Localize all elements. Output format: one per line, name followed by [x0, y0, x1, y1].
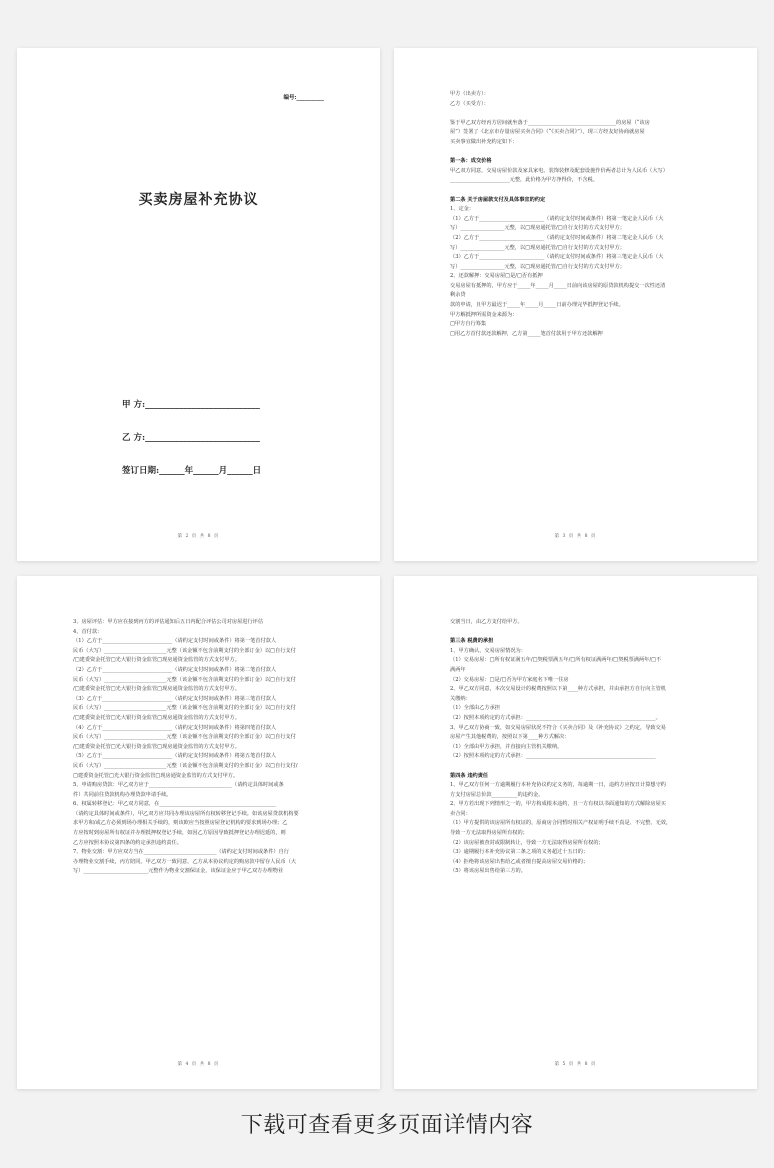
- text-line: （1）全部由甲方承担，并直接向主管机关缴纳。: [450, 743, 563, 750]
- text-line: /□建委资金托管□光大银行资金监管□现房通资金监管的方式支付甲方。: [73, 686, 240, 693]
- text-line: （2）按照本项约定的方式承担：__________________________________________________。: [450, 714, 661, 721]
- text-line: （2）该房屋被查封或限制转让，导致一方无法取得房屋所有权的；: [450, 839, 604, 846]
- text-line: □甲方自行筹集: [450, 321, 487, 328]
- text-line: （2）乙方于___________________________（请约定支付时间或条件）将第二笔首付款人: [73, 666, 277, 673]
- text-line: （1）甲方提供的该房屋所有权证的，原商房合同暂时相关产权证明手续不真是、不完整、无效，: [450, 820, 672, 827]
- text-line: 方支付房屋总价款__________的违约金。: [450, 791, 544, 798]
- text-line: 满两年: [450, 666, 466, 673]
- text-line: 甲方解抵押所需资金来源为：: [450, 311, 518, 318]
- text-line: （3）乙方于_________________________（请约定支付时间或条件）将第三笔定金人民币（大: [450, 254, 664, 261]
- text-line: 写）_________________元整，以□现房通托管/□自行支付的方式支付甲方；: [450, 225, 625, 232]
- text-line: 甲方（出卖方）：: [450, 91, 489, 97]
- party-a-line: 甲 方:___________________________: [122, 400, 260, 410]
- document-page-2: [394, 48, 757, 561]
- text-line: 屋”）签署了《北京市存量房屋买卖合同》（“《买卖合同》”），现三方经友好协商就房屋: [450, 129, 645, 136]
- contract-number-label: 编号:__________: [283, 95, 324, 101]
- text-line: /□建委资金托管□光大银行资金监管□现房通资金监管的方式支付甲方。: [73, 743, 240, 750]
- text-line: （3）逾期履行本补充协议第二条之项的义务超过十五日的；: [450, 849, 589, 856]
- text-line: （2）乙方于_________________________（请约定支付时间或条件）将第二笔定金人民币（大: [450, 234, 664, 241]
- text-line: （请约定具体时间或条件），甲乙双方应共同办理该房屋所有权转移登记手续。如该房屋贷款机构要: [73, 810, 299, 817]
- text-line: 民币（大写）________________________元整（该金额不包含前期支付的全部订金）以□自行支付: [73, 734, 296, 741]
- page-body: [450, 618, 711, 877]
- text-line: 4、首付款：: [73, 628, 103, 635]
- text-line: （5）将该房屋出售给第三方的。: [450, 868, 526, 875]
- text-line: 款的申请，且甲方最迟于_____年_____月_____日前办理完毕抵押登记手续。: [450, 302, 624, 309]
- text-line: （4）拒绝将该房屋出售给乙或者擅自提高房屋交易价格的；: [450, 858, 589, 865]
- text-line: 剩余贷: [450, 292, 466, 299]
- text-line: 甲乙双方同意，交易房屋价款及家具家电、装饰装修及配套设施作价两者总计为人民币（大写）: [450, 167, 668, 174]
- section-heading: 第四条 违约责任: [450, 772, 489, 779]
- paragraph-gap: [450, 109, 711, 119]
- paragraph-gap: [450, 186, 711, 196]
- text-line: /□建委资金托管□光大银行资金监管□现房通资金监管的方式支付甲方。: [73, 714, 240, 721]
- section-heading: 第二条 关于房屋款支付及具体事宜的约定: [450, 196, 546, 203]
- section-heading: 第一条：成交价格: [450, 158, 492, 165]
- text-line: 1、甲方确认，交易房屋情况为：: [450, 647, 526, 654]
- text-line: （1）交易房屋：□所有权证满五年/□契税票满五年/□所有权证满两年/□契税票满两年/□不: [450, 657, 662, 664]
- text-line: 买卖事宜做出补充约定如下：: [450, 138, 518, 145]
- paragraph-gap: [450, 628, 711, 638]
- text-line: 写）_________________元整，以□现房通托管/□自行支付的方式支付甲方；: [450, 244, 625, 251]
- party-b-line: 乙 方:___________________________: [122, 433, 260, 443]
- text-line: 乙方（买受方）：: [450, 100, 489, 107]
- text-line: （1）乙方于_________________________（请约定支付时间或条件）将第一笔定金人民币（大: [450, 215, 664, 222]
- text-line: 件）共同前往贷款机构办理贷款申请手续。: [73, 791, 172, 798]
- paragraph-gap: [450, 148, 711, 158]
- text-line: 写）_________________________元整作为物业交割保证金，该保证金应于甲乙双方办理物业: [73, 868, 284, 875]
- page-footer: 第 5 页 共 8 页: [554, 1062, 597, 1067]
- text-line: （3）乙方于___________________________（请约定支付时间或条件）将第三笔首付款人: [73, 695, 277, 702]
- text-line: 3、甲乙双方协商一致，如交易房屋状况不符合《买卖合同》及《补充协议》之约定，导致交易: [450, 724, 666, 731]
- page-body: [73, 618, 334, 877]
- text-line: 鉴于甲乙双方经丙方居间就坐落于__________________________________的房屋（“该房: [450, 119, 650, 126]
- page-footer: 第 4 页 共 8 页: [177, 1062, 220, 1067]
- text-line: 5、申请购房贷款：甲乙双方应于________________________________（请约定具体时间或条: [73, 782, 284, 789]
- text-line: （4）乙方于___________________________（请约定支付时间或条件）将第四笔首付款人: [73, 724, 277, 731]
- text-line: （1）全部由乙方承担: [450, 705, 500, 712]
- text-line: 民币（大写）________________________元整（该金额不包含前期支付的全部订金）以□自行支付: [73, 647, 296, 654]
- section-heading: 第三条 税费的承担: [450, 638, 494, 645]
- page-footer: 第 3 页 共 8 页: [554, 534, 597, 539]
- sign-date-line: 签订日期:______年______月______日: [122, 466, 262, 476]
- text-line: 写）_________________元整，以□现房通托管/□自行支付的方式支付甲方；: [450, 263, 625, 270]
- text-line: 导致一方无法取得房屋所有权的；: [450, 830, 528, 837]
- text-line: 交割当日，由乙方支付给甲方。: [450, 619, 523, 625]
- text-line: 民币（大写）________________________元整（该金额不包含前期支付的全部订金）以□自行支付: [73, 705, 296, 712]
- text-line: 2、甲方若出现下列情形之一的，甲方构成根本违约，且一方有权以书面通知的方式解除房屋买: [450, 801, 666, 808]
- page-footer: 第 2 页 共 8 页: [177, 534, 220, 539]
- text-line: 关缴纳：: [450, 695, 471, 702]
- text-line: （5）乙方于___________________________（请约定支付时间或条件）将第五笔首付款人: [73, 753, 277, 760]
- text-line: 乙方应按照本协议第四条的约定承担违约责任。: [73, 839, 182, 846]
- text-line: （1）乙方于___________________________（请约定支付时间或条件）将第一笔首付款人: [73, 638, 277, 645]
- text-line: （2）交易房屋：□是/□否为甲方家庭名下唯一住房: [450, 676, 569, 683]
- document-title: 买卖房屋补充协议: [138, 192, 259, 208]
- text-line: 2、还款解押：交易房屋□是/□否有抵押: [450, 273, 543, 280]
- document-page-4: [394, 576, 757, 1089]
- download-caption[interactable]: 下载可查看更多页面详情内容: [240, 1113, 534, 1138]
- text-line: 1、定金：: [450, 206, 475, 213]
- text-line: 3、房屋评估：甲方应在接到丙方的评估通知后五日内配合评估公司对房屋进行评估: [73, 619, 264, 625]
- text-line: 7、物业交割：甲方应双方当在____________________________（请约定支付时间或条件）自行: [73, 849, 289, 856]
- text-line: 2、甲乙双方同意，本次交易设计的税费按照以下第____种方式承担，并由承担方自行向主管机: [450, 686, 666, 693]
- text-line: 方应按时到房屋所有权证并办理抵押权登记手续，如因乙方原因导致抵押登记办理迟延的，则: [73, 830, 286, 837]
- text-line: 交易房屋有抵押的，甲方应于_____年_____月_____日前向该房屋的原贷款机构提交一次性还清: [450, 282, 666, 289]
- text-line: 1、甲乙双方任何一方逾期履行本补充协议约定义务的，每逾期一日，违约方应按日计算想守约: [450, 782, 666, 789]
- document-page-cover: [17, 48, 380, 561]
- document-page-3: [17, 576, 380, 1089]
- text-line: 民币（大写）________________________元整（该金额不包含前期支付的全部订金）以□自行支付: [73, 676, 296, 683]
- page-body: [450, 90, 711, 339]
- text-line: 求甲方和/或乙方必须到场办理相关手续的，则该欧应当按照房屋登记机构的要求到场办理；乙: [73, 820, 288, 827]
- text-line: /□建委资金托管□光大银行资金监管□现房通资金监管的方式支付甲方。: [73, 657, 240, 664]
- text-line: 办理物业交割手续，丙方陪同。甲乙双方一致同意，乙方从本协议约定的购房款中留存人民币（大: [73, 858, 297, 865]
- text-line: □用乙方首付款还款解押，乙方第_____笔首付款用于甲方还款解押: [450, 330, 603, 337]
- text-line: 6、权属转移登记：甲乙双方同意，在_____________________________________________: [73, 801, 277, 808]
- text-line: _______________________元整，此价格为甲方净得价，不含税。: [450, 177, 598, 184]
- text-line: 卖合同：: [450, 810, 471, 817]
- text-line: 民币（大写）________________________元整（该金额不包含前期支付的全部订金）以□自行支付/: [73, 762, 298, 769]
- text-line: （2）按照本项约定的方式承担：__________________________________________________: [450, 753, 656, 760]
- text-line: □建委资金托管□光大银行资金监管□现房通资金监管的方式支付甲方。: [73, 772, 239, 779]
- text-line: 房屋产生其他税费的，按照以下第____种方式解决：: [450, 734, 570, 741]
- paragraph-gap: [450, 762, 711, 772]
